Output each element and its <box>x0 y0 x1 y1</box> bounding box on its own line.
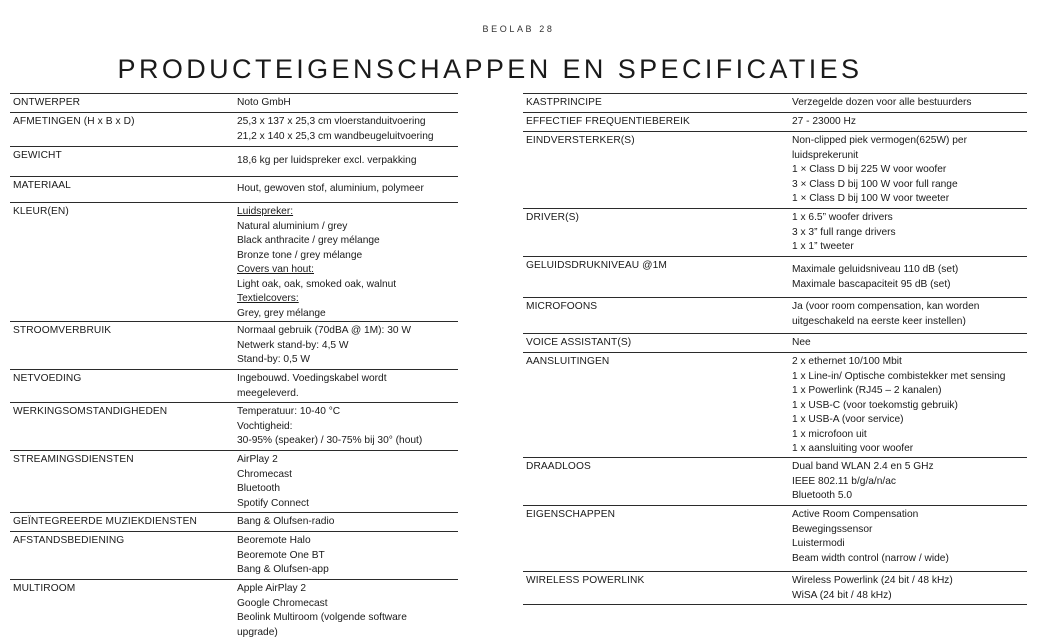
spec-value-line: 1 x USB-C (voor toekomstig gebruik) <box>792 399 1027 414</box>
spec-label: KASTPRINCIPE <box>523 94 792 112</box>
spec-value <box>237 147 458 176</box>
spec-value-line: Bronze tone / grey mélange <box>237 249 458 264</box>
spec-value-line: Stand-by: 0,5 W <box>237 353 458 368</box>
spec-row <box>10 512 458 531</box>
spec-value <box>237 113 458 146</box>
page-title: PRODUCTEIGENSCHAPPEN EN SPECIFICATIES <box>0 54 980 85</box>
spec-value-line: 18,6 kg per luidspreker excl. verpakking <box>237 154 458 169</box>
spec-value-line: Maximale bascapaciteit 95 dB (set) <box>792 278 1027 293</box>
spec-value-line: Bluetooth <box>237 482 458 497</box>
spec-value-line: 1 × Class D bij 225 W voor woofer <box>792 163 1027 178</box>
spec-label: KLEUR(EN) <box>10 203 237 321</box>
spec-row <box>10 450 458 512</box>
spec-label: DRIVER(S) <box>523 209 792 256</box>
spec-table-right <box>523 93 1027 605</box>
spec-label: WERKINGSOMSTANDIGHEDEN <box>10 403 237 450</box>
spec-row <box>10 321 458 369</box>
spec-value-line: 30-95% (speaker) / 30-75% bij 30° (hout) <box>237 434 458 449</box>
spec-label: GEWICHT <box>10 147 237 176</box>
brand-header: BEOLAB 28 <box>0 24 1037 34</box>
spec-value-line: Covers van hout: <box>237 263 458 278</box>
spec-row <box>10 531 458 579</box>
spec-label: STROOMVERBRUIK <box>10 322 237 369</box>
spec-value-line: Verzegelde dozen voor alle bestuurders <box>792 96 1027 111</box>
spec-value-line: 1 × Class D bij 100 W voor tweeter <box>792 192 1027 207</box>
spec-value-line: Apple AirPlay 2 <box>237 582 458 597</box>
spec-value <box>792 113 1027 131</box>
spec-label: AFMETINGEN (H x B x D) <box>10 113 237 146</box>
spec-value <box>237 532 458 579</box>
spec-value <box>792 257 1027 297</box>
spec-label: EIGENSCHAPPEN <box>523 506 792 571</box>
spec-row <box>10 176 458 202</box>
spec-value-line: 1 x aansluiting voor woofer <box>792 442 1027 457</box>
spec-value-line: Luidspreker: <box>237 205 458 220</box>
spec-label: STREAMINGSDIENSTEN <box>10 451 237 512</box>
spec-value-line: IEEE 802.11 b/g/a/n/ac <box>792 475 1027 490</box>
spec-label: MULTIROOM <box>10 580 237 640</box>
spec-value-line: Bewegingssensor <box>792 523 1027 538</box>
spec-row <box>523 457 1027 505</box>
spec-value-line: Active Room Compensation <box>792 508 1027 523</box>
spec-value-line: Nee <box>792 336 1027 351</box>
spec-value-line: uitgeschakeld na eerste keer instellen) <box>792 315 1027 330</box>
spec-row <box>523 112 1027 131</box>
spec-value-line: Ingebouwd. Voedingskabel wordt <box>237 372 458 387</box>
spec-value-line: Maximale geluidsniveau 110 dB (set) <box>792 263 1027 278</box>
spec-value <box>792 132 1027 208</box>
spec-value <box>237 322 458 369</box>
spec-value-line: Beoremote One BT <box>237 549 458 564</box>
spec-value-line: Textielcovers: <box>237 292 458 307</box>
spec-value <box>237 403 458 450</box>
spec-value <box>237 513 458 531</box>
spec-value-line: Bluetooth 5.0 <box>792 489 1027 504</box>
spec-row <box>523 208 1027 256</box>
spec-value <box>792 572 1027 604</box>
spec-value-line: 1 x microfoon uit <box>792 428 1027 443</box>
spec-value-line: Grey, grey mélange <box>237 307 458 322</box>
spec-value-line: 1 x USB-A (voor service) <box>792 413 1027 428</box>
spec-value <box>792 209 1027 256</box>
spec-row <box>523 352 1027 457</box>
spec-row <box>523 333 1027 352</box>
spec-value-line: Natural aluminium / grey <box>237 220 458 235</box>
spec-value-line: AirPlay 2 <box>237 453 458 468</box>
spec-table-left <box>10 93 458 640</box>
spec-value-line: Non-clipped piek vermogen(625W) per <box>792 134 1027 149</box>
spec-row <box>523 505 1027 571</box>
spec-row <box>10 369 458 402</box>
spec-value-line: Normaal gebruik (70dBA @ 1M): 30 W <box>237 324 458 339</box>
spec-row <box>10 93 458 112</box>
spec-value <box>792 506 1027 571</box>
spec-value-line: 27 - 23000 Hz <box>792 115 1027 130</box>
spec-label: DRAADLOOS <box>523 458 792 505</box>
spec-value-line: Ja (voor room compensation, kan worden <box>792 300 1027 315</box>
spec-value <box>237 94 458 112</box>
spec-label: NETVOEDING <box>10 370 237 402</box>
spec-label: EINDVERSTERKER(S) <box>523 132 792 208</box>
spec-value-line: 3 x 3” full range drivers <box>792 226 1027 241</box>
spec-label: WIRELESS POWERLINK <box>523 572 792 604</box>
spec-row <box>523 131 1027 208</box>
spec-label: AFSTANDSBEDIENING <box>10 532 237 579</box>
spec-value-line: 25,3 x 137 x 25,3 cm vloerstanduitvoering <box>237 115 458 130</box>
spec-value-line: 3 × Class D bij 100 W voor full range <box>792 178 1027 193</box>
spec-value <box>792 458 1027 505</box>
spec-value-line: upgrade) <box>237 626 458 640</box>
spec-value <box>237 203 458 321</box>
spec-row <box>10 146 458 176</box>
spec-value-line: 1 x Powerlink (RJ45 – 2 kanalen) <box>792 384 1027 399</box>
spec-value-line: 2 x ethernet 10/100 Mbit <box>792 355 1027 370</box>
spec-label: MICROFOONS <box>523 298 792 333</box>
spec-value-line: Luistermodi <box>792 537 1027 552</box>
spec-value-line: 1 x 1” tweeter <box>792 240 1027 255</box>
spec-value <box>237 451 458 512</box>
spec-label: ONTWERPER <box>10 94 237 112</box>
spec-label: AANSLUITINGEN <box>523 353 792 457</box>
spec-value <box>237 370 458 402</box>
spec-value-line: Light oak, oak, smoked oak, walnut <box>237 278 458 293</box>
spec-label: GELUIDSDRUKNIVEAU @1M <box>523 257 792 297</box>
spec-label: VOICE ASSISTANT(S) <box>523 334 792 352</box>
spec-value-line: Vochtigheid: <box>237 420 458 435</box>
spec-row <box>10 112 458 146</box>
spec-value-line: 21,2 x 140 x 25,3 cm wandbeugeluitvoering <box>237 130 458 145</box>
spec-value-line: Spotify Connect <box>237 497 458 512</box>
spec-row <box>10 579 458 640</box>
spec-value-line: Hout, gewoven stof, aluminium, polymeer <box>237 182 458 197</box>
spec-value <box>792 94 1027 112</box>
spec-label: MATERIAAL <box>10 177 237 202</box>
spec-row <box>523 256 1027 297</box>
spec-value <box>792 334 1027 352</box>
spec-row <box>523 297 1027 333</box>
spec-value-line: Temperatuur: 10-40 °C <box>237 405 458 420</box>
spec-value-line: meegeleverd. <box>237 387 458 402</box>
spec-value-line: 1 x 6.5” woofer drivers <box>792 211 1027 226</box>
spec-value-line: Bang & Olufsen-app <box>237 563 458 578</box>
spec-value-line: Beam width control (narrow / wide) <box>792 552 1027 567</box>
spec-row <box>523 93 1027 112</box>
spec-value <box>792 353 1027 457</box>
spec-label: GEÏNTEGREERDE MUZIEKDIENSTEN <box>10 513 237 531</box>
spec-value-line: Beoremote Halo <box>237 534 458 549</box>
spec-value-line: Google Chromecast <box>237 597 458 612</box>
spec-value-line: Dual band WLAN 2.4 en 5 GHz <box>792 460 1027 475</box>
spec-value <box>792 298 1027 333</box>
spec-value-line: Bang & Olufsen-radio <box>237 515 458 530</box>
spec-row <box>10 202 458 321</box>
spec-value-line: Noto GmbH <box>237 96 458 111</box>
spec-value-line: Netwerk stand-by: 4,5 W <box>237 339 458 354</box>
spec-value-line: Wireless Powerlink (24 bit / 48 kHz) <box>792 574 1027 589</box>
spec-row <box>523 571 1027 605</box>
spec-value-line: luidsprekerunit <box>792 149 1027 164</box>
spec-label: EFFECTIEF FREQUENTIEBEREIK <box>523 113 792 131</box>
spec-row <box>10 402 458 450</box>
spec-value-line: Black anthracite / grey mélange <box>237 234 458 249</box>
spec-value-line: 1 x Line-in/ Optische combistekker met sensing <box>792 370 1027 385</box>
spec-value-line: WiSA (24 bit / 48 kHz) <box>792 589 1027 604</box>
spec-value-line: Beolink Multiroom (volgende software <box>237 611 458 626</box>
spec-value <box>237 580 458 640</box>
spec-value <box>237 177 458 202</box>
spec-value-line: Chromecast <box>237 468 458 483</box>
